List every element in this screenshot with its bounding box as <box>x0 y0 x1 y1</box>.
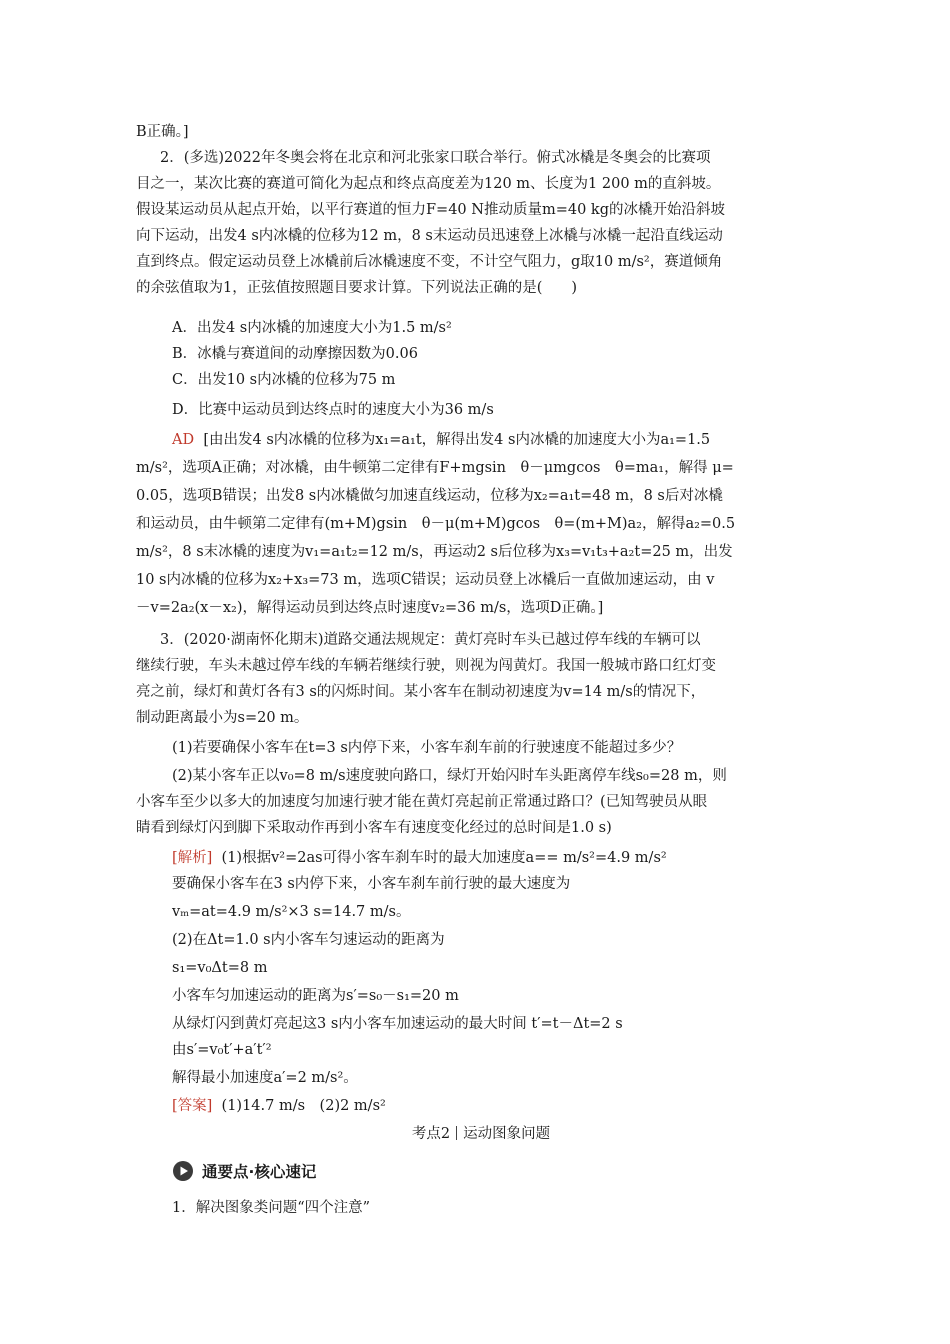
option-a: A．出发4 s内冰橇的加速度大小为1.5 m/s² <box>172 320 452 336</box>
sub-question-2: (2)某小客车正以v₀=8 m/s速度驶向路口，绿灯开始闪时车头距离停车线s₀=28 m，则 <box>172 768 727 784</box>
text-line: s₁=v₀Δt=8 m <box>172 960 268 976</box>
text-line: (2)在Δt=1.0 s内小客车匀速运动的距离为 <box>172 932 445 948</box>
answer-label: AD <box>172 432 195 448</box>
question-3: 3．(2020·湖南怀化期末)道路交通法规规定：黄灯亮时车头已越过停车线的车辆可以 <box>160 632 701 648</box>
section-divider <box>456 1126 457 1140</box>
text-line: 目之一，某次比赛的赛道可简化为起点和终点高度差为120 m、长度为1 200 m的直斜坡。 <box>136 176 721 192</box>
play-circle-icon <box>172 1160 194 1182</box>
text-line: 制动距离最小为s=20 m。 <box>136 710 309 726</box>
text-line: 和运动员，由牛顿第二定律有(m+M)gsin θ－μ(m+M)gcos θ=(m+M)a₂，解得a₂=0.5 <box>136 516 736 532</box>
section-title: 运动图象问题 <box>463 1126 551 1142</box>
text-line: 10 s内冰橇的位移为x₂+x₃=73 m，选项C错误；运动员登上冰橇后一直做加速运动，由 v <box>136 572 715 588</box>
text-line: 亮之前，绿灯和黄灯各有3 s的闪烁时间。某小客车在制动初速度为v=14 m/s的情况下， <box>136 684 706 700</box>
text-line: 假设某运动员从起点开始，以平行赛道的恒力F=40 N推动质量m=40 kg的冰橇开始沿斜坡 <box>136 202 725 218</box>
text-line: 0.05，选项B错误；出发8 s内冰橇做匀加速直线运动，位移为x₂=a₁t=48 m，8 s后对冰橇 <box>136 488 723 504</box>
text-line: 的余弦值取为1，正弦值按照题目要求计算。下列说法正确的是( ) <box>136 280 578 296</box>
option-c: C．出发10 s内冰橇的位移为75 m <box>172 372 396 388</box>
sub-question-1: (1)若要确保小客车在t=3 s内停下来，小客车刹车前的行驶速度不能超过多少？ <box>172 740 682 756</box>
text-line: 睛看到绿灯闪到脚下采取动作再到小客车有速度变化经过的总时间是1.0 s) <box>136 820 612 836</box>
text-line: 向下运动，出发4 s内冰橇的位移为12 m，8 s末运动员迅速登上冰橇与冰橇一起沿直线运动 <box>136 228 723 244</box>
text-line: vₘ=at=4.9 m/s²×3 s=14.7 m/s。 <box>172 904 411 920</box>
text-line: m/s²，选项A正确；对冰橇，由牛顿第二定律有F+mgsin θ－μmgcos θ=ma₁，解得 μ= <box>136 460 734 476</box>
text-line: 由s′=v₀t′+a′t′² <box>172 1042 272 1058</box>
text-line: 小客车至少以多大的加速度匀加速行驶才能在黄灯亮起前正常通过路口？(已知驾驶员从眼 <box>136 794 708 810</box>
answer-explanation-first-line <box>172 430 826 450</box>
list-item: 1．解决图象类问题“四个注意” <box>172 1200 371 1216</box>
option-b: B．冰橇与赛道间的动摩擦因数为0.06 <box>172 346 418 362</box>
solution-text: (1)根据v²=2as可得小客车刹车时的最大加速度a== m/s²=4.9 m/s² <box>221 850 667 866</box>
text-line: 从绿灯闪到黄灯亮起这3 s内小客车加速运动的最大时间 t′=t－Δt=2 s <box>172 1016 623 1032</box>
text-line: 继续行驶，车头未越过停车线的车辆若继续行驶，则视为闯黄灯。我国一般城市路口红灯变 <box>136 658 716 674</box>
final-answer-label: [答案] <box>172 1098 213 1114</box>
final-answer-text: (1)14.7 m/s (2)2 m/s² <box>221 1098 386 1114</box>
section-heading <box>136 1124 826 1144</box>
explanation-text: [由出发4 s内冰橇的位移为x₁=a₁t，解得出发4 s内冰橇的加速度大小为a₁=1.5 <box>203 432 711 448</box>
text-line: 直到终点。假定运动员登上冰橇前后冰橇速度不变，不计空气阻力，g取10 m/s²，赛道倾角 <box>136 254 723 270</box>
subsection-title: 通要点·核心速记 <box>202 1163 317 1181</box>
section-number: 考点2 <box>411 1126 451 1142</box>
text-line: －v=2a₂(x－x₂)，解得运动员到达终点时速度v₂=36 m/s，选项D正确。] <box>136 600 604 616</box>
option-d: D．比赛中运动员到达终点时的速度大小为36 m/s <box>172 402 494 418</box>
text-line: 小客车匀加速运动的距离为s′=s₀－s₁=20 m <box>172 988 459 1004</box>
solution-label: [解析] <box>172 850 213 866</box>
text-line: m/s²，8 s末冰橇的速度为v₁=a₁t₂=12 m/s，再运动2 s后位移为x₃=v₁t₃+a₂t=25 m，出发 <box>136 544 733 560</box>
question-2: 2．(多选)2022年冬奥会将在北京和河北张家口联合举行。俯式冰橇是冬奥会的比赛项 <box>160 150 711 166</box>
solution-first-line <box>172 848 826 868</box>
final-answer-line <box>172 1096 826 1116</box>
subsection-heading <box>172 1160 862 1184</box>
text-line: 解得最小加速度a′=2 m/s²。 <box>172 1070 358 1086</box>
text-line: B正确。] <box>136 124 189 140</box>
text-line: 要确保小客车在3 s内停下来，小客车刹车前行驶的最大速度为 <box>172 876 571 892</box>
